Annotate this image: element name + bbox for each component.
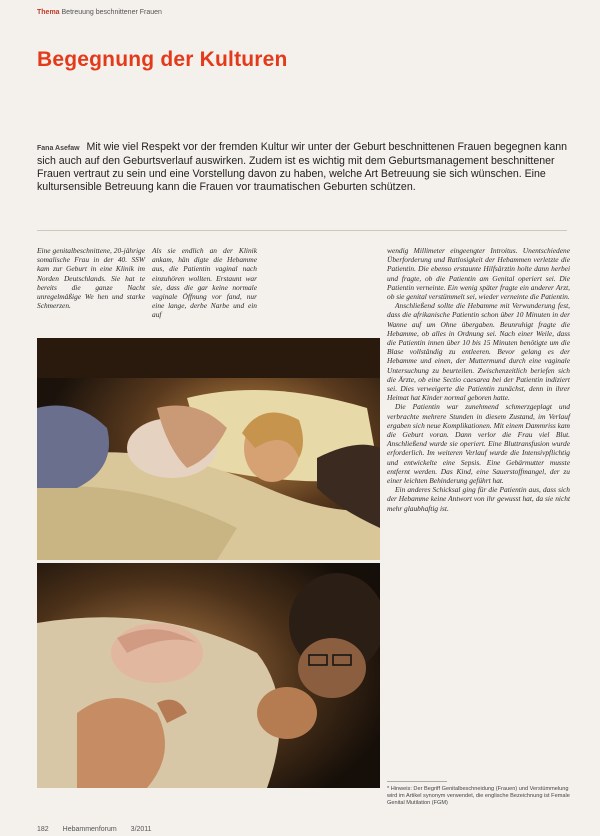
magazine-name: Hebammenforum — [62, 826, 117, 833]
body-paragraph: Anschließend sollte die Hebamme mit Verwunderung fest, dass die afrikanische Patientin schon über 10 Minuten in der Wanne auf um Ohne übergaben. Beunruhigt fragte die Hebamme, ob alles in Ordnung sei. Nach einer Weile, dass die Patientin innen über 10 bis 15 Minuten benötigte um die Blase vollständig zu entleeren. Bevor gelang es der Hebamme und einen, der Muttermund durch eine vaginale Untersuchung zu beurteilen. Zwischenzeitlich beriefen sich die Ärzte, ob eine Sectio caesarea bei der Patientin indiziert sei. Dies verweigerte die Patientin zunächst, denn in ihrer Heimat hat Kinder normal geboren hatte. — [387, 301, 570, 403]
issue-number: 3/2011 — [130, 826, 152, 833]
photo-newborn — [37, 563, 380, 788]
body-paragraph: wendig Millimeter eingeengter Introitus. Unentschiedene Überforderung und Ratlosigkeit der Hebammen verletzte die Patientin. Die ebenso erstaunte Hilfsärztin holte dann herbei und fragte, ob die Patientin am Genital operiert sei. Die Patientin verneinte. Ein wenig später fragte ein anderer Arzt, ob sie genital verstümmelt sei, wieder verneinte die Patientin. — [387, 246, 570, 302]
article-title: Begegnung der Kulturen — [37, 48, 288, 71]
photo-woman-in-bed — [37, 338, 380, 560]
body-column-3 — [387, 246, 570, 513]
footnote-divider — [387, 781, 447, 782]
section-kicker — [37, 9, 162, 16]
author-name: Fana Asefaw — [37, 145, 80, 152]
lead-paragraph — [37, 141, 567, 194]
lead-text: Mit wie viel Respekt vor der fremden Kultur wir unter der Geburt beschnittenen Frauen begegnen kann sich auch auf den Geburtsverlauf auswirken. Zudem ist es wichtig mit dem Geburtsmanagement beschnittener Frauen vertraut zu sein und eine Vorstellung davon zu haben, welche Art Betreuung sie sich wünschen. Eine kultursensible Betreuung kann die Frauen vor traumatischen Geburten schützen. — [37, 141, 568, 193]
body-column-1: Eine genitalbeschnittene, 20-jährige somalische Frau in der 40. SSW kam zur Geburt in eine Klinik im Norden Deutschlands. Sie hat te bereits die ganze Nacht unregelmäßige We hen und starke Schmerzen. — [37, 246, 145, 311]
divider — [37, 230, 567, 231]
page-footer — [37, 826, 164, 833]
footnote: * Hinweis: Der Begriff Genitalbeschneidung (Frauen) und Verstümmelung wird im Artikel synonym verwendet, die englische Bezeichnung ist Female Genital Mutilation (FGM) — [387, 786, 570, 807]
body-column-2: Als sie endlich an der Klinik ankam, hän digte die Hebamme aus, die Patientin vaginal nach einzuhören wollten. Erstaunt war sie, dass die gar keine normale vaginale Öffnung vor fand, nur eine lange, derbe Narbe und ein auf — [152, 246, 257, 320]
body-paragraph: Ein anderes Schicksal ging für die Patientin aus, dass sich der Hebamme keine Antwort von ihr gewusst hat, da sie nicht mehr glaubhaftig ist. — [387, 485, 570, 513]
body-paragraph: Die Patientin war zunehmend schmerzgeplagt und verbrachte mehrere Stunden in diesem Zustand, im Verlauf ergaben sich neue Komplikationen. Mit einem Dammriss kam die Geburt voran. Dann verlor die Frau viel Blut. Anschließend wurde sie operiert. Eine Bluttransfusion wurde erforderlich. Im weiteren Verlauf wurde die Intensivpflichtig und entwickelte eine Sepsis. Eine Gebärmutter musste entfernt werden. Das Kind, eine Sauerstoffmangel, der zu einer leichten Behinderung geführt hat. — [387, 402, 570, 486]
page-number: 182 — [37, 826, 49, 833]
kicker-label: Thema — [37, 9, 60, 16]
kicker-text: Betreuung beschnittener Frauen — [61, 9, 162, 16]
